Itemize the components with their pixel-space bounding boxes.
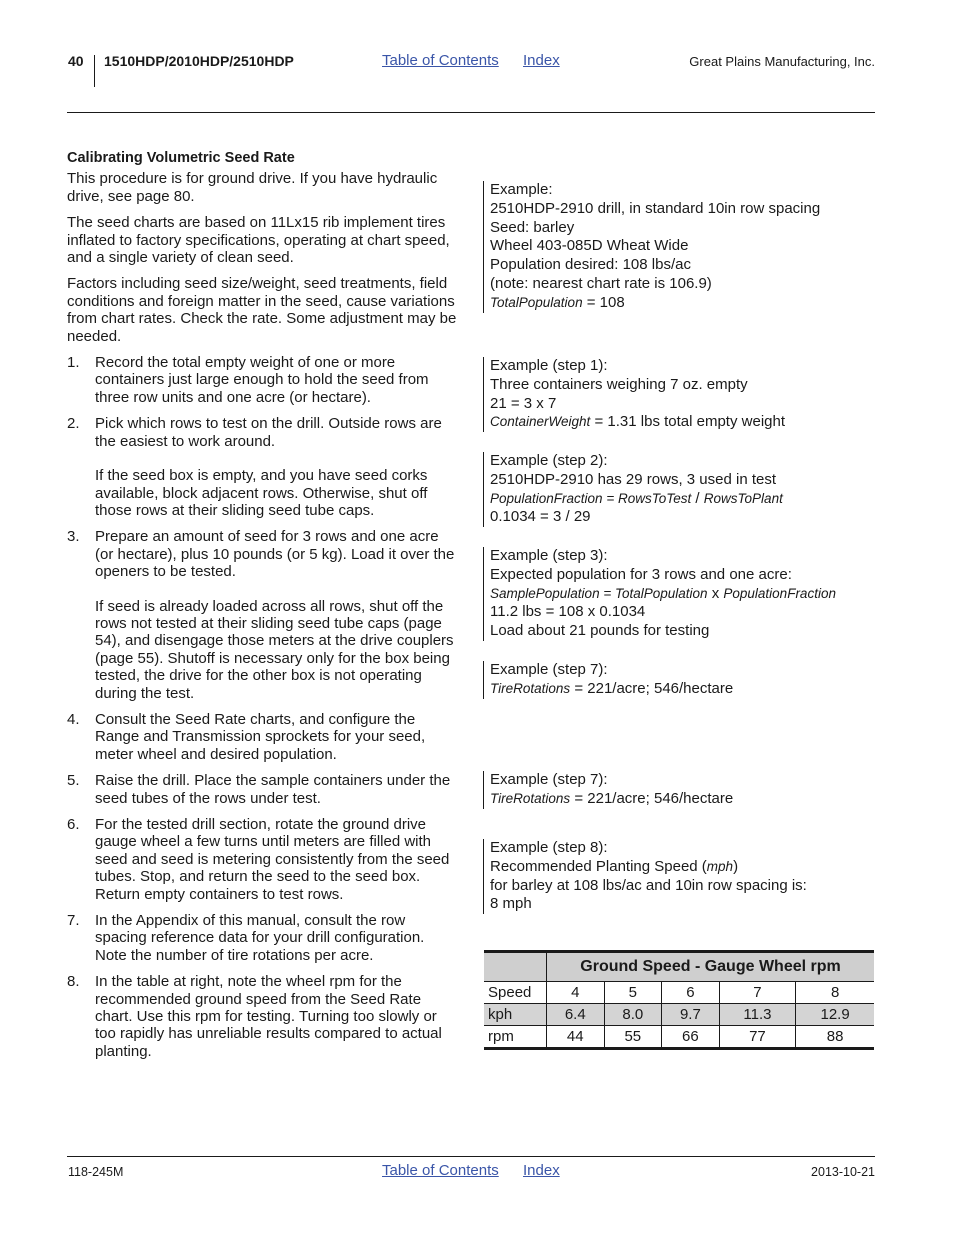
- text-fragment: ): [733, 857, 739, 875]
- step-item: [67, 973, 457, 1060]
- table-corner-cell: [484, 952, 547, 982]
- table-cell: 8.0: [604, 1004, 662, 1026]
- variable-name: PopulationFraction: [490, 490, 603, 506]
- step-number: 6.: [67, 816, 80, 833]
- table-cell: 9.7: [662, 1004, 720, 1026]
- step-note: If the seed box is empty, and you have seed corks available, block adjacent rows. Otherwise, shut off those rows at their sliding seed tube caps.: [95, 467, 428, 519]
- example-formula: [490, 790, 880, 809]
- formula-operator: /: [691, 489, 704, 507]
- header-toc-link[interactable]: Table of Contents: [382, 52, 499, 69]
- variable-name: SamplePopulation: [490, 585, 600, 601]
- table-cell: 11.3: [719, 1004, 796, 1026]
- step-number: 4.: [67, 710, 80, 728]
- variable-name: RowsToPlant: [703, 490, 783, 506]
- footer-rule: [67, 1156, 875, 1157]
- variable-name: PopulationFraction: [723, 585, 836, 601]
- procedure-column: [67, 150, 457, 1069]
- example-line: Example (step 1):: [490, 357, 608, 374]
- formula-value: = 221/acre; 546/hectare: [570, 679, 734, 697]
- table-cell: 8: [796, 982, 874, 1004]
- section-heading: Calibrating Volumetric Seed Rate: [67, 150, 295, 166]
- example-line: Example (step 2):: [490, 452, 608, 469]
- formula-value: = 108: [582, 293, 625, 311]
- table-cell: 44: [547, 1026, 605, 1049]
- example-line: 11.2 lbs = 108 x 0.1034: [490, 603, 646, 621]
- table-cell: 6.4: [547, 1004, 605, 1026]
- table-cell: 88: [796, 1026, 874, 1049]
- step-text: Pick which rows to test on the drill. Outside rows are the easiest to work around.: [95, 415, 442, 450]
- formula-operator: =: [599, 585, 615, 601]
- table-cell: 7: [719, 982, 796, 1004]
- example-line: [490, 858, 880, 877]
- example-step-1: [483, 357, 880, 432]
- table-title: Ground Speed - Gauge Wheel rpm: [547, 952, 875, 982]
- footer-index-link[interactable]: Index: [523, 1162, 560, 1179]
- example-formula: [490, 680, 880, 699]
- example-step-7a: [483, 661, 880, 699]
- document-number: 118-245M: [68, 1165, 124, 1179]
- step-number: 1.: [67, 354, 80, 372]
- formula-operator: x: [707, 584, 724, 602]
- table-cell: 4: [547, 982, 605, 1004]
- step-item: [67, 816, 457, 903]
- step-text: Raise the drill. Place the sample containers under the seed tubes of the rows under test.: [95, 772, 451, 807]
- table-row: [484, 982, 874, 1004]
- example-line: Wheel 403-085D Wheat Wide: [490, 237, 689, 255]
- table-cell: 5: [604, 982, 662, 1004]
- step-item: [67, 711, 457, 763]
- example-line: 2510HDP-2910 drill, in standard 10in row spacing: [490, 199, 821, 217]
- example-line: 2510HDP-2910 has 29 rows, 3 used in test: [490, 470, 777, 488]
- table-cell: 12.9: [796, 1004, 874, 1026]
- step-text: Consult the Seed Rate charts, and configure the Range and Transmission sprockets for your seed, meter wheel and desired population.: [95, 710, 426, 763]
- example-formula: [490, 294, 880, 313]
- step-item: [67, 772, 457, 807]
- example-step-3: [483, 547, 880, 641]
- table-header-row: [484, 952, 874, 982]
- formula-value: = 1.31 lbs total empty weight: [590, 413, 786, 431]
- example-step-2: [483, 452, 880, 527]
- example-line: Example:: [490, 181, 553, 198]
- example-line: Expected population for 3 rows and one acre:: [490, 565, 792, 583]
- header-rule: [67, 112, 875, 113]
- example-step-8: [483, 839, 880, 914]
- company-name: Great Plains Manufacturing, Inc.: [689, 54, 875, 69]
- example-line: 0.1034 = 3 / 29: [490, 508, 591, 526]
- header-divider: [94, 55, 95, 87]
- table-cell: 55: [604, 1026, 662, 1049]
- step-text: In the Appendix of this manual, consult the row spacing reference data for your drill configuration. Note the number of tire rotations per acre.: [95, 912, 425, 964]
- step-text: Prepare an amount of seed for 3 rows and one acre (or hectare), plus 10 pounds (or 5 kg). Load it over the openers to be tested.: [95, 528, 455, 581]
- variable-name: RowsToTest: [617, 490, 692, 506]
- table-row: [484, 1004, 874, 1026]
- example-line: Example (step 7):: [490, 661, 608, 678]
- example-line: Example (step 8):: [490, 839, 608, 856]
- example-line: Seed: barley: [490, 218, 575, 236]
- paragraph: Factors including seed size/weight, seed treatments, field conditions and foreign matter in the seed, cause variations from chart rates. Check the rate. Some adjustment may be needed.: [67, 275, 457, 345]
- footer-toc-link[interactable]: Table of Contents: [382, 1162, 499, 1179]
- step-number: 3.: [67, 528, 80, 546]
- page-number: 40: [68, 53, 84, 69]
- step-item: [67, 528, 457, 702]
- variable-name: ContainerWeight: [490, 414, 591, 430]
- example-formula: [490, 490, 880, 509]
- example-formula: [490, 585, 880, 604]
- formula-value: = 221/acre; 546/hectare: [570, 789, 734, 807]
- model-title: 1510HDP/2010HDP/2510HDP: [104, 53, 294, 69]
- step-number: 5.: [67, 772, 80, 790]
- example-line: Three containers weighing 7 oz. empty: [490, 375, 748, 393]
- example-line: Load about 21 pounds for testing: [490, 622, 710, 640]
- row-label: rpm: [484, 1026, 547, 1049]
- step-item: [67, 415, 457, 519]
- table-cell: 6: [662, 982, 720, 1004]
- step-note: If seed is already loaded across all rows, shut off the rows not tested at their sliding seed tube caps (page 54), and disengage those meters at the drive couplers (page 55). Shutoff is necessary only for the box being tested, the drive for the other box is not operating during the test.: [95, 597, 454, 702]
- variable-name: TireRotations: [490, 680, 571, 696]
- example-formula: [490, 413, 880, 432]
- table-cell: 77: [719, 1026, 796, 1049]
- step-text: Record the total empty weight of one or more containers just large enough to hold the seed from three row units and one acre (or hectare).: [95, 354, 429, 406]
- step-number: 8.: [67, 973, 80, 991]
- table-row: [484, 1026, 874, 1049]
- step-item: [67, 354, 457, 406]
- formula-operator: =: [602, 490, 618, 506]
- example-line: for barley at 108 lbs/ac and 10in row spacing is:: [490, 876, 807, 894]
- example-step-7b: [483, 771, 880, 809]
- step-number: 7.: [67, 912, 80, 930]
- example-line: Population desired: 108 lbs/ac: [490, 256, 691, 274]
- example-line: (note: nearest chart rate is 106.9): [490, 274, 712, 292]
- text-fragment: Recommended Planting Speed (: [490, 857, 707, 875]
- paragraph: The seed charts are based on 11Lx15 rib implement tires inflated to factory specifications, operating at chart speed, and a single variety of clean seed.: [67, 214, 450, 267]
- paragraph: This procedure is for ground drive. If you have hydraulic drive, see page 80.: [67, 170, 438, 205]
- ground-speed-table: [484, 950, 874, 1050]
- example-overview: [483, 181, 880, 313]
- example-line: 8 mph: [490, 895, 532, 913]
- procedure-steps: [67, 354, 457, 1060]
- variable-name: TotalPopulation: [490, 294, 583, 310]
- header-index-link[interactable]: Index: [523, 52, 560, 69]
- example-line: 21 = 3 x 7: [490, 394, 557, 412]
- example-line: Example (step 3):: [490, 547, 608, 564]
- revision-date: 2013-10-21: [811, 1165, 875, 1179]
- table-cell: 66: [662, 1026, 720, 1049]
- step-number: 2.: [67, 415, 80, 433]
- row-label: kph: [484, 1004, 547, 1026]
- variable-name: TotalPopulation: [614, 585, 708, 601]
- unit-name: mph: [706, 858, 734, 874]
- example-line: Example (step 7):: [490, 771, 608, 788]
- step-text: For the tested drill section, rotate the ground drive gauge wheel a few turns until meters are filled with seed and seed is metering consistently from the seed tubes. Stop, and return the seed to the seed box. Return empty containers to test rows.: [95, 816, 450, 903]
- step-text: In the table at right, note the wheel rpm for the recommended ground speed from the Seed Rate chart. Use this rpm for testing. Turning too slowly or too rapidly has unreliable results compared to actual planting.: [95, 973, 442, 1060]
- row-label: Speed: [484, 982, 547, 1004]
- variable-name: TireRotations: [490, 790, 571, 806]
- step-item: [67, 912, 457, 964]
